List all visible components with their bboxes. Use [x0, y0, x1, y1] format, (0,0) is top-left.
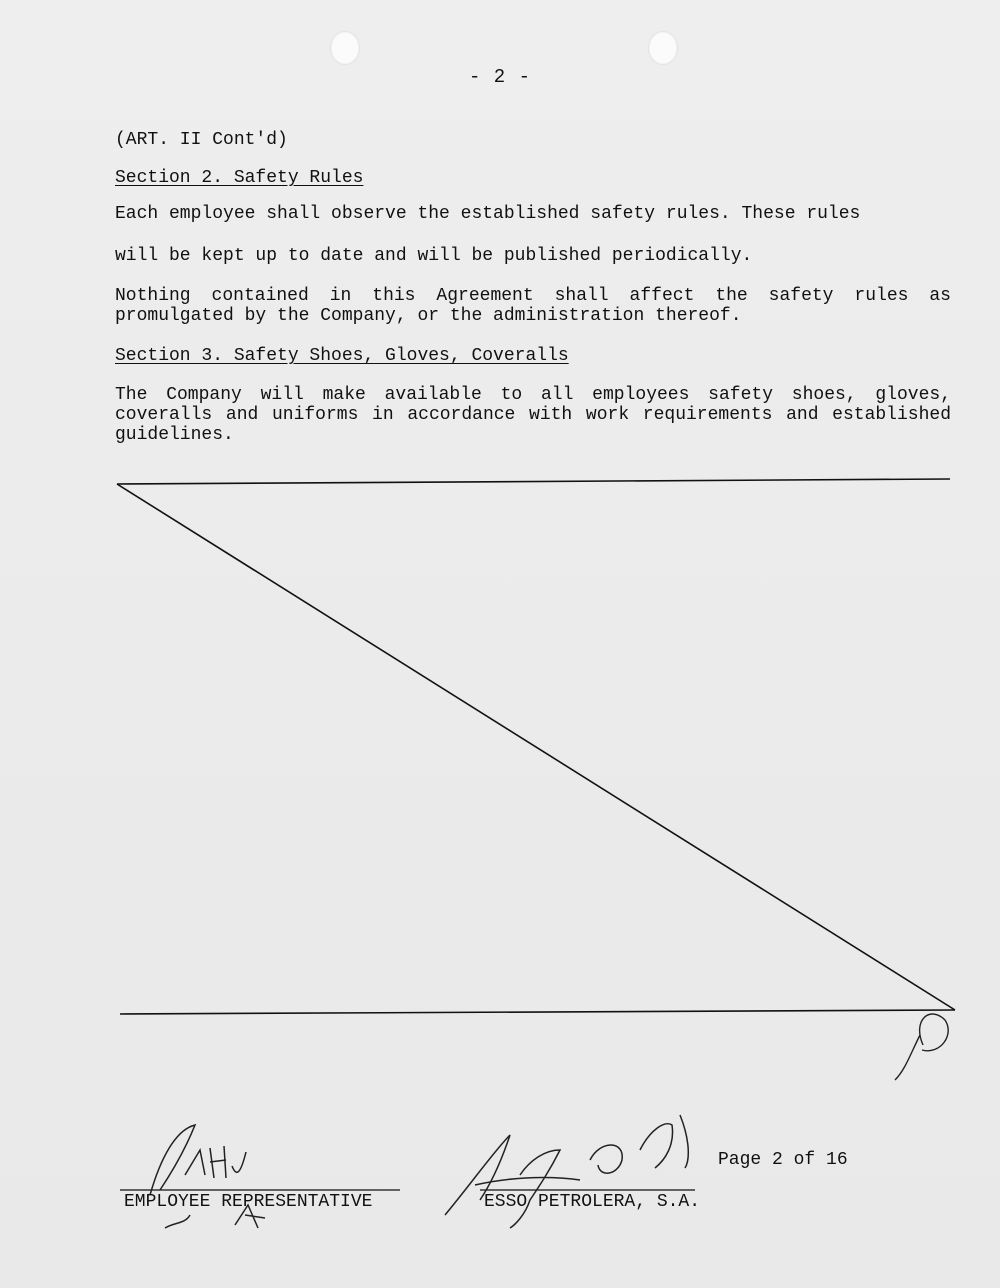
page-number: - 2 - [468, 66, 531, 88]
section-2-heading: Section 2. Safety Rules [115, 168, 364, 188]
section-3-paragraph-text: The Company will make available to all employees safety shoes, gloves, coveralls and uniforms in accordance with work requirements and established guidelines. [115, 385, 951, 445]
blank-space-top-line [117, 479, 950, 484]
page-count: Page 2 of 16 [718, 1150, 848, 1170]
blank-space-bottom-line [120, 1010, 955, 1014]
section-2-paragraph-1-line-2: will be kept up to date and will be published periodically. [115, 246, 753, 266]
initial-mark [895, 1014, 948, 1080]
employee-signature [150, 1125, 265, 1228]
section-2-paragraph-1-line-1: Each employee shall observe the established safety rules. These rules [115, 204, 861, 224]
blank-space-diagonal-line [117, 484, 955, 1010]
section-3-heading: Section 3. Safety Shoes, Gloves, Coveralls [115, 346, 569, 366]
company-name-label: ESSO PETROLERA, S.A. [484, 1192, 701, 1212]
article-continuation: (ART. II Cont'd) [115, 130, 288, 150]
employee-representative-label: EMPLOYEE REPRESENTATIVE [124, 1192, 373, 1212]
section-2-paragraph-2-text: Nothing contained in this Agreement shall affect the safety rules as promulgated by the Company, or the administration thereof. [115, 286, 951, 326]
